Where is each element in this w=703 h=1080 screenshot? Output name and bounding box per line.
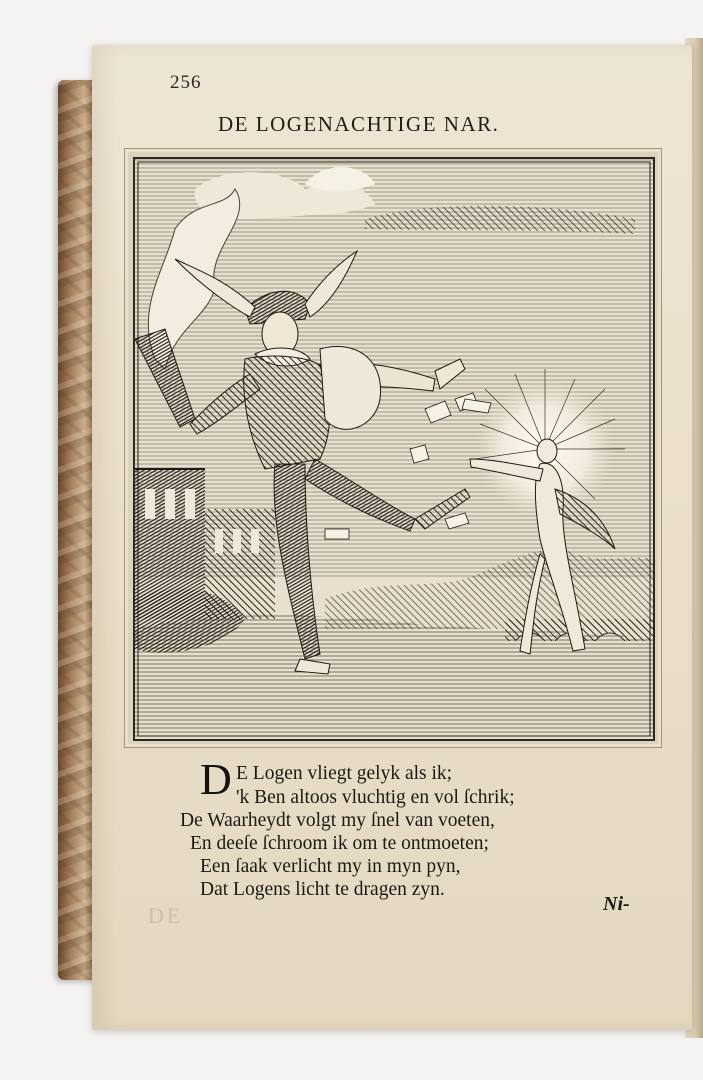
running-head: DE LOGENACHTIGE NAR. (218, 112, 500, 136)
verse-line-3: De Waarheydt volgt my ſnel van voeten, (180, 810, 495, 831)
verse-line-2: 'k Ben altoos vluchtig en vol ſchrik; (236, 787, 515, 808)
catchword: Ni- (603, 893, 630, 915)
verse-line-5: Een ſaak verlicht my in myn pyn, (200, 856, 461, 877)
show-through-text: DE (148, 903, 184, 928)
engraving-illustration (133, 157, 655, 741)
drop-cap: D (200, 755, 232, 804)
page-number: 256 (170, 72, 202, 93)
verse-line-6: Dat Logens licht te dragen zyn. (200, 879, 445, 900)
verse-line-1: E Logen vliegt gelyk als ik; (236, 763, 453, 784)
verse-line-4: En deeſe ſchroom ik om te ontmoeten; (190, 833, 489, 854)
engraving-plate-mark (124, 148, 662, 748)
